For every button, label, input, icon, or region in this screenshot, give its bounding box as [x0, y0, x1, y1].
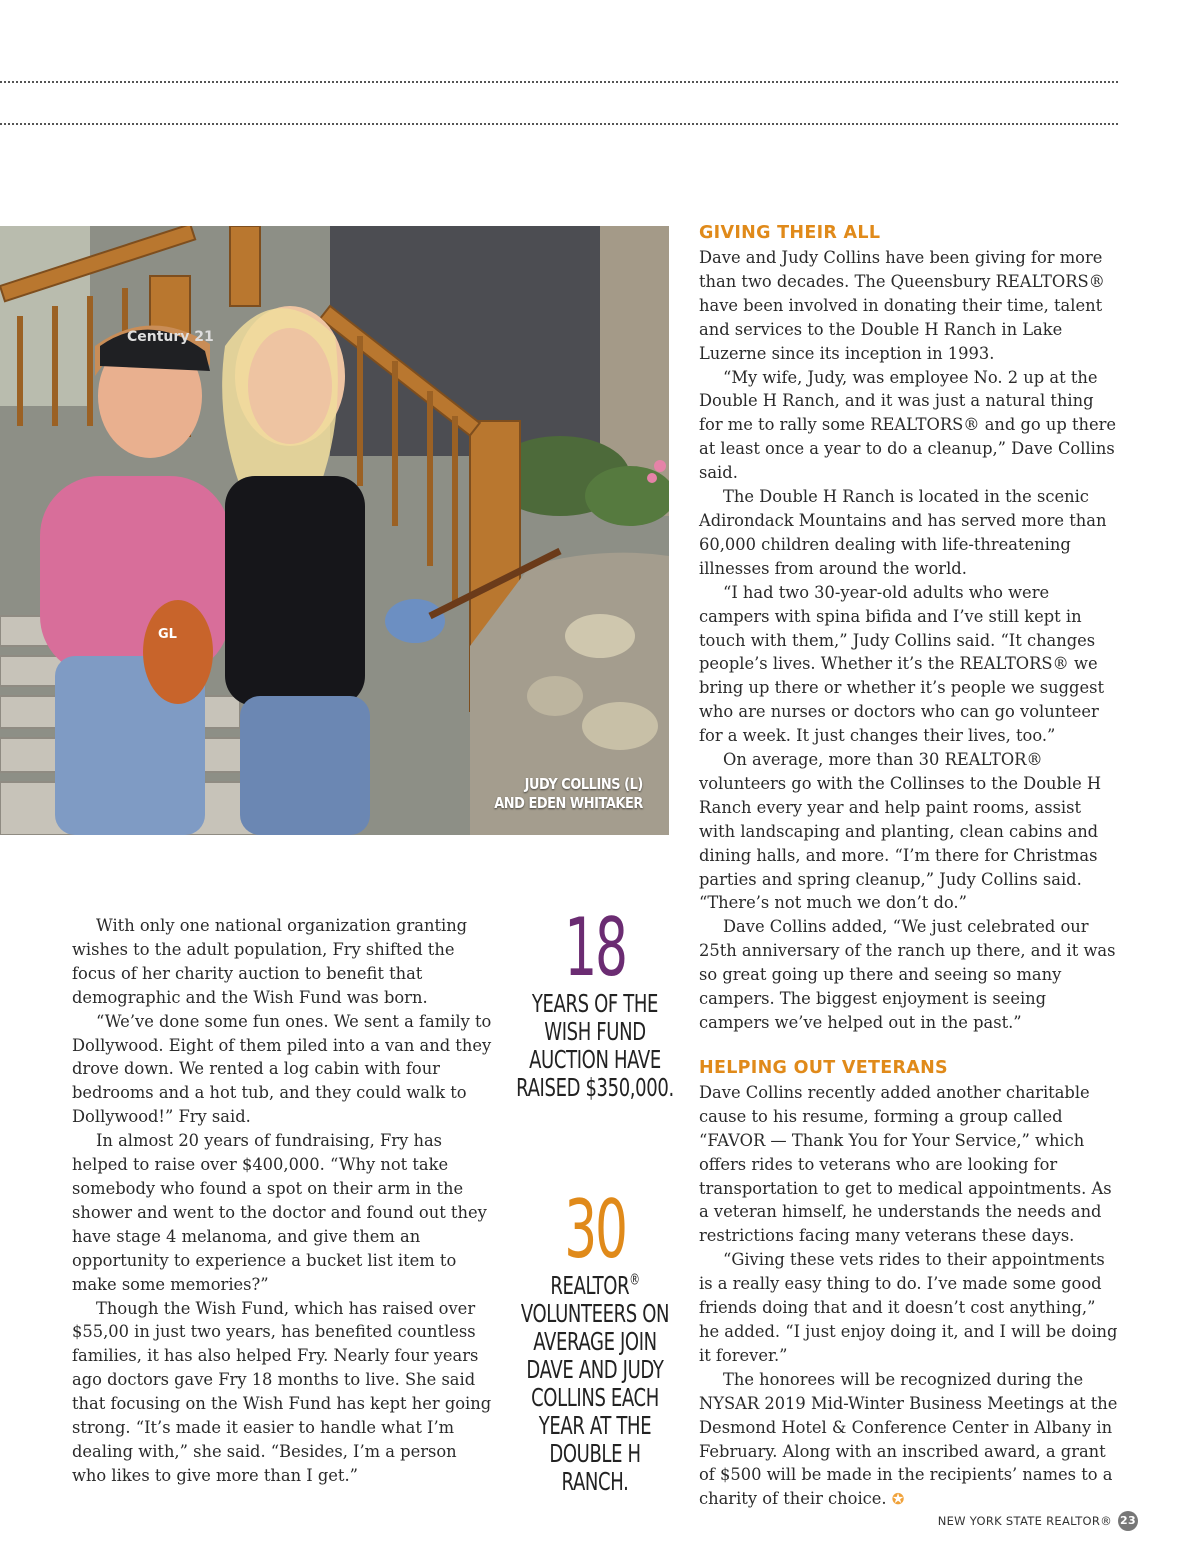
right-column	[699, 222, 1119, 1512]
right-paragraph	[699, 1368, 1119, 1512]
end-mark-icon: ✪	[891, 1490, 905, 1509]
left-paragraph: Though the Wish Fund, which has raised over $55,00 in just two years, has benefited countless families, it has also helped Fry. Nearly four years ago doctors gave Fry 18 months to live. She said that focusing on the Wish Fund has kept her going strong. “It’s made it easier to handle what I’m dealing with,” she said. “Besides, I’m a person who likes to give more than I get.”	[72, 1298, 492, 1485]
top-divider	[0, 81, 1118, 83]
registered-mark: ®	[629, 1270, 640, 1289]
page-number: 23	[1118, 1511, 1138, 1531]
stat-text: YEARS OF THE WISH FUND AUCTION HAVE RAISED $350,000.	[516, 989, 674, 1102]
right-paragraph: Dave Collins recently added another charitable cause to his resume, forming a group called “FAVOR — Thank You for Your Service,” which offers rides to veterans who are looking for transportation to get to medical appointments. As a veteran himself, he understands the needs and restrictions facing many veterans these days.	[699, 1082, 1112, 1246]
stat-number: 30	[564, 1183, 626, 1276]
caption-line-1: JUDY COLLINS (L)	[524, 775, 643, 793]
right-paragraph: Dave and Judy Collins have been giving for more than two decades. The Queensbury REALTORS® have been involved in donating their time, talent and services to the Double H Ranch in Lake Luzerne since its inception in 1993.	[699, 248, 1105, 363]
right-paragraph: Dave Collins added, “We just celebrated our 25th anniversary of the ranch up there, and it was so great going up there and seeing so many campers. The biggest enjoyment is seeing campers we’ve helped out in the past.”	[699, 917, 1116, 1032]
stat-text-a: REALTOR	[550, 1271, 630, 1300]
right-paragraph: “My wife, Judy, was employee No. 2 up at the Double H Ranch, and it was just a natural thing for me to rally some REALTORS® and go up there at least once a year to do a cleanup,” Dave Collins said.	[699, 367, 1117, 483]
stat-number: 18	[564, 901, 626, 994]
photo-caption	[494, 775, 643, 813]
left-paragraph: “We’ve done some fun ones. We sent a family to Dollywood. Eight of them piled into a van and they drove down. We rented a log cabin with four bedrooms and a hot tub, and they could walk to Dollywood!” Fry said.	[72, 1011, 492, 1127]
left-paragraph: In almost 20 years of fundraising, Fry has helped to raise over $400,000. “Why not take somebody who found a spot on their arm in the shower and went to the doctor and found out they have stage 4 melanoma, and give them an opportunity to experience a bucket list item to make some memories?”	[72, 1131, 487, 1294]
second-divider	[0, 123, 1118, 125]
article-photo	[0, 226, 669, 835]
page-footer	[938, 1511, 1138, 1531]
caption-line-2: AND EDEN WHITAKER	[494, 794, 643, 812]
stat-callout-18	[515, 901, 675, 1102]
stat-text-b: VOLUNTEERS ON AVERAGE JOIN DAVE AND JUDY COLLINS EACH YEAR AT THE DOUBLE H RANCH.	[520, 1299, 670, 1496]
stat-callout-30	[515, 1183, 675, 1496]
right-paragraph: On average, more than 30 REALTOR® volunteers go with the Collinses to the Double H Ranch every year and help paint rooms, assist with landscaping and planting, clean cabins and dining halls, and more. “I’m there for Christmas parties and spring cleanup,” Judy Collins said. “There’s not much we don’t do.”	[699, 750, 1102, 913]
left-column	[72, 914, 492, 1488]
photo-illustration	[0, 226, 669, 835]
publication-name: NEW YORK STATE REALTOR®	[937, 1514, 1112, 1528]
right-paragraph: “I had two 30-year-old adults who were campers with spina bifida and I’ve still kept in touch with them,” Judy Collins said. “It changes people’s lives. Whether it’s the REALTORS® we bring up there or whether it’s people we suggest who are nurses or doctors who can go volunteer for a week. It just changes their lives, too.”	[699, 582, 1104, 746]
right-paragraph: “Giving these vets rides to their appointments is a really easy thing to do. I’ve made some good friends doing that and it doesn’t cost anything,” he added. “I just enjoy doing it, and I will be doing it forever.”	[699, 1250, 1118, 1365]
bucket-label: GL	[158, 627, 177, 642]
section-heading-giving: GIVING THEIR ALL	[699, 223, 881, 243]
left-paragraph: With only one national organization granting wishes to the adult population, Fry shifted the focus of her charity auction to benefit that demographic and the Wish Fund was born.	[72, 916, 468, 1007]
right-paragraph: The Double H Ranch is located in the scenic Adirondack Mountains and has served more than 60,000 children dealing with life-threatening illnesses from around the world.	[699, 487, 1107, 578]
final-paragraph-text: The honorees will be recognized during the NYSAR 2019 Mid-Winter Business Meetings at the Desmond Hotel & Conference Center in Albany in February. Along with an inscribed award, a grant of $500 will be made in the recipients’ names to a charity of their choice.	[699, 1369, 1118, 1509]
stat-text	[516, 1272, 674, 1496]
cap-logo: Century 21	[127, 329, 214, 345]
section-heading-veterans: HELPING OUT VETERANS	[699, 1057, 948, 1078]
